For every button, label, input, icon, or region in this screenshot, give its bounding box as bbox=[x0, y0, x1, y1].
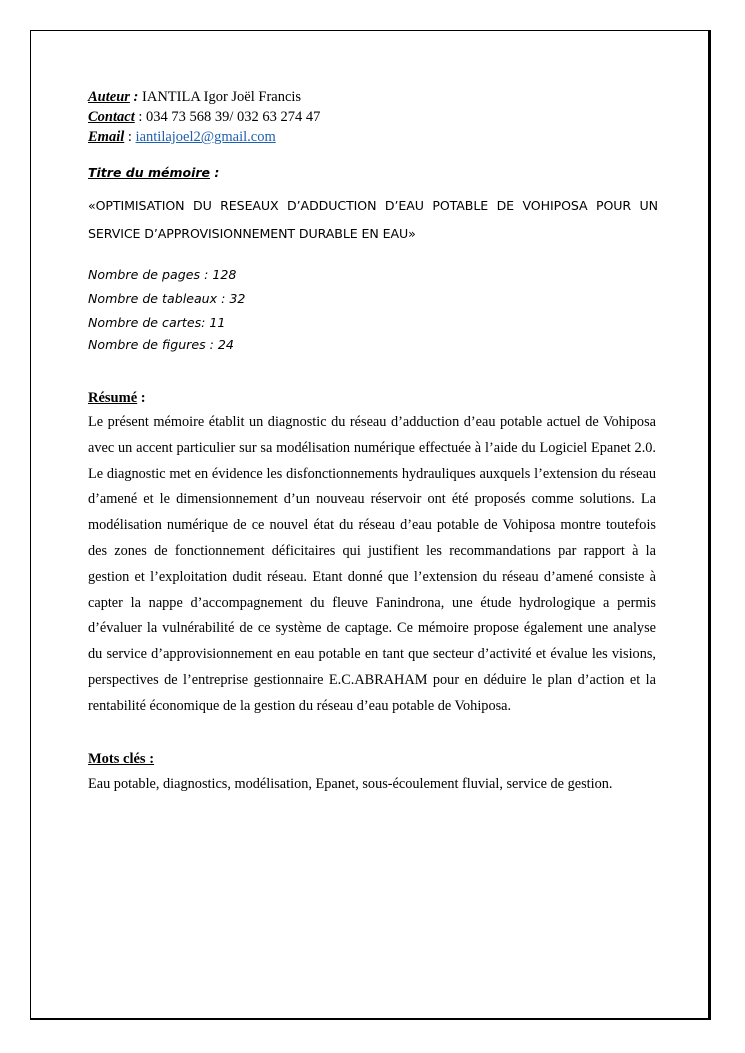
contact-value: 034 73 568 39/ 032 63 274 47 bbox=[146, 109, 321, 125]
resume-label-suffix: : bbox=[137, 390, 146, 406]
email-label: Email bbox=[88, 129, 125, 145]
stat-figures: Nombre de figures : 24 bbox=[88, 337, 234, 352]
contact-line bbox=[88, 109, 320, 126]
email-sep: : bbox=[124, 129, 136, 145]
title-label: Titre du mémoire bbox=[88, 165, 211, 180]
author-value: IANTILA Igor Joël Francis bbox=[142, 89, 302, 105]
stat-pages: Nombre de pages : 128 bbox=[88, 267, 237, 282]
stat-tables: Nombre de tableaux : 32 bbox=[88, 291, 246, 306]
email-line bbox=[88, 129, 276, 146]
resume-label: Résumé bbox=[88, 390, 138, 406]
keywords-heading bbox=[88, 751, 154, 768]
keywords-text: Eau potable, diagnostics, modélisation, Epanet, sous-écoulement fluvial, service de gestion. bbox=[88, 776, 613, 792]
contact-sep: : bbox=[134, 109, 147, 125]
author-line bbox=[88, 89, 301, 106]
thesis-title: «OPTIMISATION DU RESEAUX D’ADDUCTION D’EAU POTABLE DE VOHIPOSA POUR UN SERVICE D’APPROVISIONNEMENT DURABLE EN EAU» bbox=[88, 198, 658, 241]
stat-maps: Nombre de cartes: 11 bbox=[88, 315, 226, 330]
resume-heading bbox=[88, 390, 146, 407]
email-link[interactable]: iantilajoel2@gmail.com bbox=[135, 129, 276, 145]
resume-text: Le présent mémoire établit un diagnostic du réseau d’adduction d’eau potable actuel de Vohiposa avec un accent particulier sur sa modélisation numérique effectuée à l’aide du Logiciel Epanet 2.0. Le diagnostic met en évidence les disfonctionnements hydrauliques auxquels l’extension du réseau d’amené et le dimensionnement d’un nouveau réservoir ont été proposés comme solutions. La modélisation numérique de ce nouvel état du réseau d’eau potable de Vohiposa montre toutefois des zones de fonctionnement déficitaires qui justifient les recommandations par rapport à la gestion et l’exploitation dudit réseau. Etant donné que l’extension du réseau d’amené consiste à capter la nappe d’accompagnement du fleuve Fanindrona, une étude hydrologique a permis d’évaluer la vulnérabilité de ce système de captage. Ce mémoire propose également une analyse du service d’approvisionnement en eau potable en tant que secteur d’activité et évalue les visions, perspectives de l’entreprise gestionnaire E.C.ABRAHAM pour en déduire le plan d’action et la rentabilité économique de la gestion du réseau d’eau potable de Vohiposa. bbox=[88, 414, 656, 714]
author-sep: : bbox=[129, 89, 143, 105]
keywords-label: Mots clés : bbox=[88, 751, 155, 767]
title-label-suffix: : bbox=[210, 165, 220, 180]
title-label-line bbox=[88, 165, 219, 180]
contact-label: Contact bbox=[88, 109, 135, 125]
author-label: Auteur bbox=[88, 89, 130, 105]
